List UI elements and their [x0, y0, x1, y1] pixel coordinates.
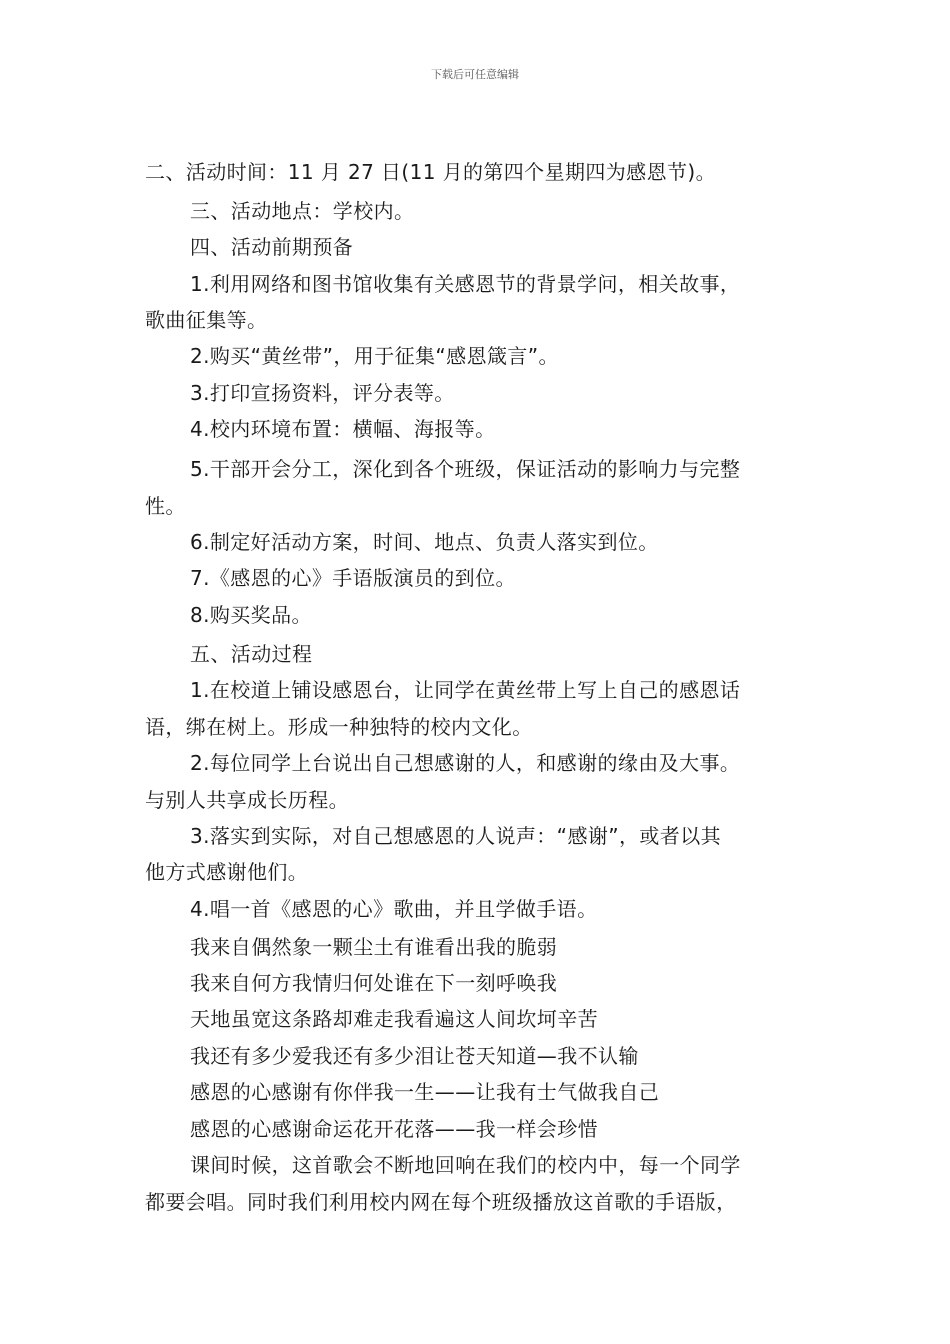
- paragraph-line: 6.制定好活动方案，时间、地点、负责人落实到位。: [190, 530, 659, 554]
- section-heading-process: 五、活动过程: [190, 642, 313, 666]
- lyrics-line: 我还有多少爱我还有多少泪让苍天知道—我不认输: [190, 1044, 639, 1068]
- section-heading-preparation: 四、活动前期预备: [190, 235, 354, 259]
- page-header: 下载后可任意编辑: [431, 68, 519, 81]
- lyrics-line: 我来自偶然象一颗尘土有谁看出我的脆弱: [190, 935, 558, 959]
- paragraph-line: 1.利用网络和图书馆收集有关感恩节的背景学问，相关故事，: [190, 272, 741, 296]
- paragraph-line: 4.校内环境布置：横幅、海报等。: [190, 417, 496, 441]
- paragraph-line: 3.打印宣扬资料，评分表等。: [190, 381, 455, 405]
- lyrics-line: 感恩的心感谢命运花开花落——我一样会珍惜: [190, 1117, 598, 1141]
- paragraph-line: 2.每位同学上台说出自己想感谢的人，和感谢的缘由及大事。: [190, 751, 741, 775]
- section-heading-location: 三、活动地点：学校内。: [190, 199, 415, 223]
- paragraph-line: 都要会唱。同时我们利用校内网在每个班级播放这首歌的手语版，: [145, 1190, 737, 1214]
- paragraph-line: 4.唱一首《感恩的心》歌曲，并且学做手语。: [190, 897, 598, 921]
- section-heading-time: 二、活动时间：11 月 27 日(11 月的第四个星期四为感恩节)。: [145, 160, 716, 184]
- lyrics-line: 我来自何方我情归何处谁在下一刻呼唤我: [190, 971, 558, 995]
- lyrics-line: 感恩的心感谢有你伴我一生——让我有士气做我自己: [190, 1080, 660, 1104]
- paragraph-line: 8.购买奖品。: [190, 603, 312, 627]
- paragraph-line: 7.《感恩的心》手语版演员的到位。: [190, 566, 516, 590]
- paragraph-line: 语，绑在树上。形成一种独特的校内文化。: [145, 715, 533, 739]
- paragraph-line: 1.在校道上铺设感恩台，让同学在黄丝带上写上自己的感恩话: [190, 678, 741, 702]
- paragraph-line: 他方式感谢他们。: [145, 860, 309, 884]
- paragraph-line: 歌曲征集等。: [145, 308, 268, 332]
- paragraph-line: 与别人共享成长历程。: [145, 788, 349, 812]
- paragraph-line: 3.落实到实际，对自己想感恩的人说声：“感谢”，或者以其: [190, 824, 722, 848]
- paragraph-line: 性。: [145, 494, 186, 518]
- lyrics-line: 天地虽宽这条路却难走我看遍这人间坎坷辛苦: [190, 1007, 598, 1031]
- paragraph-line: 2.购买“黄丝带”，用于征集“感恩箴言”。: [190, 344, 559, 368]
- paragraph-line: 5.干部开会分工，深化到各个班级，保证活动的影响力与完整: [190, 457, 741, 481]
- paragraph-line: 课间时候，这首歌会不断地回响在我们的校内中，每一个同学: [190, 1153, 741, 1177]
